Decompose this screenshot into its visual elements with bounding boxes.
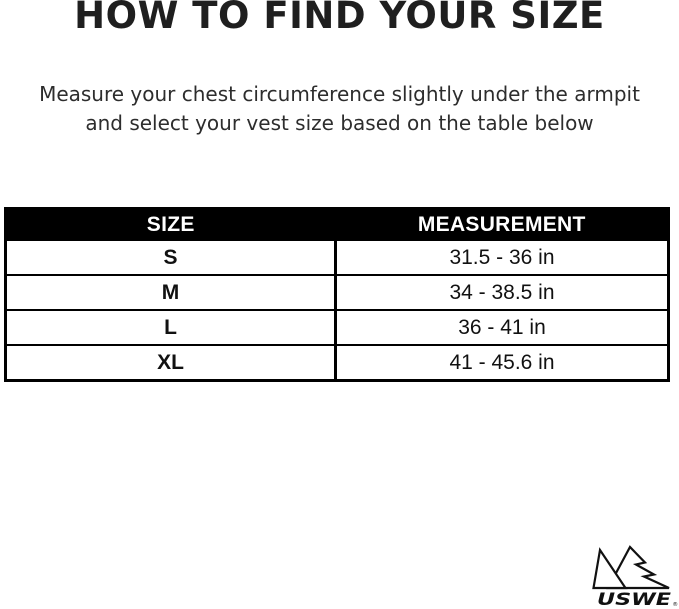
uswe-logo-text: USWE [597,590,672,608]
subtitle-line-2: and select your vest size based on the table below [85,111,594,135]
column-header-size: SIZE [6,209,336,241]
measurement-cell: 34 - 38.5 in [336,275,669,310]
measurement-cell: 36 - 41 in [336,310,669,345]
page-title: HOW TO FIND YOUR SIZE [74,0,605,37]
registered-trademark-icon: ® [672,602,678,608]
size-table [4,207,670,382]
size-cell: M [6,275,336,310]
size-cell: XL [6,345,336,381]
measurement-cell: 41 - 45.6 in [336,345,669,381]
size-table-header-row [6,209,669,241]
subtitle-line-1: Measure your chest circumference slightly under the armpit [39,82,640,106]
table-row-s [6,240,669,275]
measurement-cell: 31.5 - 36 in [336,240,669,275]
table-row-l [6,310,669,345]
uswe-logo-icon [588,541,679,608]
uswe-logo [588,541,679,608]
table-row-m [6,275,669,310]
page-subtitle [0,80,679,138]
size-cell: S [6,240,336,275]
table-row-xl [6,345,669,381]
column-header-measurement: MEASUREMENT [336,209,669,241]
size-cell: L [6,310,336,345]
